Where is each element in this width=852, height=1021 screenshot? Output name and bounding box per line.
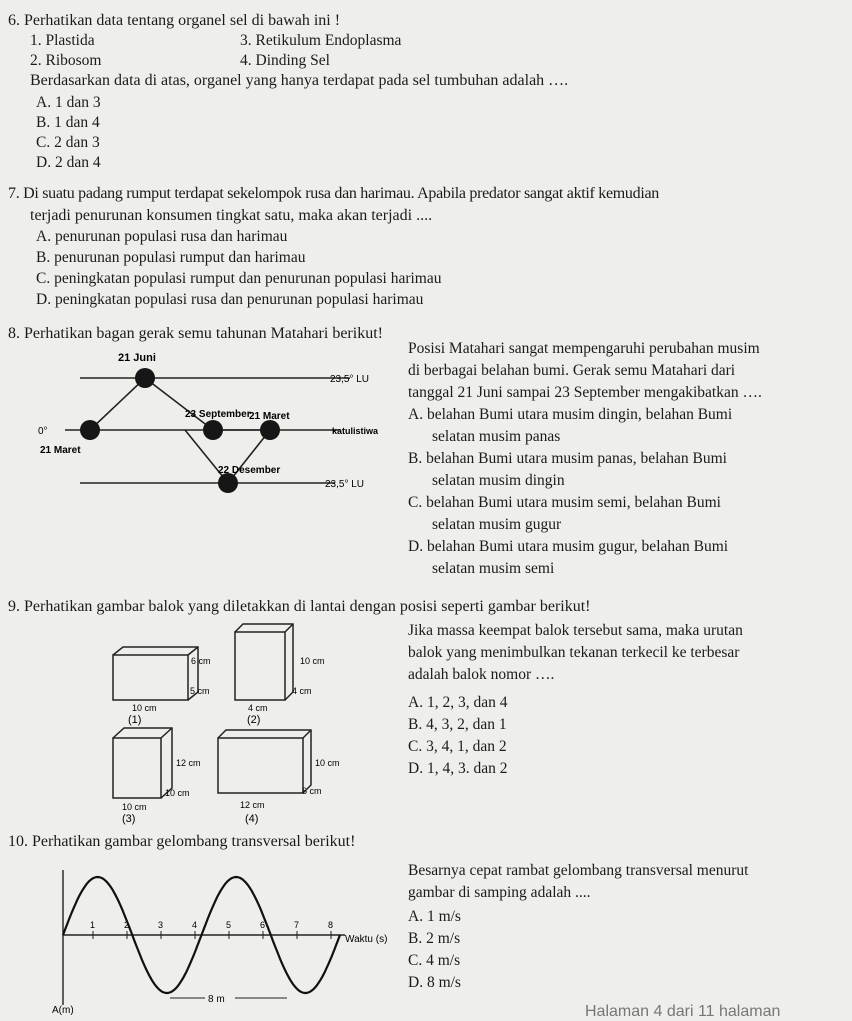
b4-depth: 6 cm <box>302 786 322 796</box>
block-3 <box>113 728 172 798</box>
b1-depth: 5 cm <box>190 686 210 696</box>
q6-option-d: D. 2 dan 4 <box>36 154 101 171</box>
wavelength-label: 8 m <box>208 994 225 1005</box>
q10-stem: 10. Perhatikan gambar gelombang transversal berikut! <box>8 833 356 850</box>
q9-stem: 9. Perhatikan gambar balok yang diletakkan di lantai dengan posisi seperti gambar berikut! <box>8 598 591 615</box>
q8-text-line1: Posisi Matahari sangat mempengaruhi perubahan musim <box>408 340 760 357</box>
b1-number: (1) <box>128 714 142 726</box>
sun-december <box>218 473 238 493</box>
q8-text-line3: tanggal 21 Juni sampai 23 September mengakibatkan …. <box>408 384 762 401</box>
time-tick-label: 3 <box>158 920 164 930</box>
blocks-figure <box>0 620 400 830</box>
time-tick-label: 2 <box>124 920 130 930</box>
q8-option-a: A. belahan Bumi utara musim dingin, belahan Bumi <box>408 406 733 423</box>
q8-stem: 8. Perhatikan bagan gerak semu tahunan Matahari berikut! <box>8 325 383 342</box>
block-2 <box>235 624 293 700</box>
q7-stem-line1: 7. Di suatu padang rumput terdapat sekelompok rusa dan harimau. Apabila predator sangat aktif kemudian <box>8 185 659 202</box>
q8-option-d: D. belahan Bumi utara musim gugur, belahan Bumi <box>408 538 729 555</box>
label-tropic-north: 23,5° LU <box>330 374 370 385</box>
sun-motion-diagram <box>0 345 400 495</box>
b2-number: (2) <box>247 714 261 726</box>
q9-option-d: D. 1, 4, 3. dan 2 <box>408 760 508 777</box>
q9-option-a: A. 1, 2, 3, dan 4 <box>408 694 508 711</box>
label-march-right: 21 Maret <box>249 411 290 422</box>
q10-option-b: B. 2 m/s <box>408 930 461 947</box>
time-tick-label: 6 <box>260 920 266 930</box>
b3-depth: 10 cm <box>165 788 190 798</box>
b1-height: 6 cm <box>191 656 211 666</box>
amplitude-axis-label: A(m) <box>52 1005 74 1016</box>
b3-width: 10 cm <box>122 802 147 812</box>
q9-text-line3: adalah balok nomor …. <box>408 666 555 683</box>
q10-option-a: A. 1 m/s <box>408 908 461 925</box>
q7-option-b: B. penurunan populasi rumput dan harimau <box>36 249 306 266</box>
b2-depth: 4 cm <box>292 686 312 696</box>
q9-text-line2: balok yang menimbulkan tekanan terkecil ke terbesar <box>408 644 740 661</box>
q8-option-d-cont: selatan musim semi <box>432 560 555 577</box>
q6-option-a: A. 1 dan 3 <box>36 94 101 111</box>
q7-option-d: D. peningkatan populasi rusa dan penurunan populasi harimau <box>36 291 424 308</box>
q6-item-4: 4. Dinding Sel <box>240 52 330 69</box>
time-tick-label: 7 <box>294 920 300 930</box>
b3-height: 12 cm <box>176 758 201 768</box>
label-june: 21 Juni <box>118 352 156 364</box>
sun-march-left <box>80 420 100 440</box>
label-zero: 0° <box>38 426 48 437</box>
q10-option-c: C. 4 m/s <box>408 952 461 969</box>
b4-number: (4) <box>245 813 259 825</box>
label-equator: katulistiwa <box>332 426 379 436</box>
q7-option-c: C. peningkatan populasi rumput dan penurunan populasi harimau <box>36 270 442 287</box>
q8-option-b-cont: selatan musim dingin <box>432 472 565 489</box>
q6-item-2: 2. Ribosom <box>30 52 102 69</box>
q8-option-b: B. belahan Bumi utara musim panas, belahan Bumi <box>408 450 727 467</box>
block-1 <box>113 647 198 700</box>
q6-option-c: C. 2 dan 3 <box>36 134 100 151</box>
label-tropic-south: 23,5° LU <box>325 479 365 490</box>
b3-number: (3) <box>122 813 136 825</box>
q7-option-a: A. penurunan populasi rusa dan harimau <box>36 228 288 245</box>
b4-height: 10 cm <box>315 758 340 768</box>
b1-width: 10 cm <box>132 703 157 713</box>
q8-option-c: C. belahan Bumi utara musim semi, belahan Bumi <box>408 494 721 511</box>
transverse-wave-figure <box>0 860 400 1017</box>
label-september: 23 September <box>185 409 251 420</box>
label-march-left: 21 Maret <box>40 445 81 456</box>
sun-september <box>203 420 223 440</box>
q9-text-line1: Jika massa keempat balok tersebut sama, maka urutan <box>408 622 743 639</box>
sun-march-right <box>260 420 280 440</box>
q9-option-c: C. 3, 4, 1, dan 2 <box>408 738 507 755</box>
q8-text-line2: di berbagai belahan bumi. Gerak semu Matahari dari <box>408 362 736 379</box>
q7-stem-line2: terjadi penurunan konsumen tingkat satu, maka akan terjadi .... <box>30 207 433 224</box>
time-axis-label: Waktu (s) <box>345 934 388 945</box>
q10-option-d: D. 8 m/s <box>408 974 461 991</box>
label-december: 22 Desember <box>218 465 281 476</box>
q10-text-line1: Besarnya cepat rambat gelombang transversal menurut <box>408 862 749 879</box>
b4-width: 12 cm <box>240 800 265 810</box>
b2-width: 4 cm <box>248 703 268 713</box>
q8-option-c-cont: selatan musim gugur <box>432 516 562 533</box>
time-tick-label: 5 <box>226 920 232 930</box>
q6-stem: 6. Perhatikan data tentang organel sel di bawah ini ! <box>8 12 341 29</box>
q6-item-1: 1. Plastida <box>30 32 95 49</box>
block-4 <box>218 730 311 793</box>
q6-option-b: B. 1 dan 4 <box>36 114 100 131</box>
page-footer: Halaman 4 dari 11 halaman <box>585 1003 781 1020</box>
time-tick-label: 4 <box>192 920 198 930</box>
q6-question: Berdasarkan data di atas, organel yang hanya terdapat pada sel tumbuhan adalah …. <box>30 72 569 89</box>
time-tick-label: 1 <box>90 920 96 930</box>
q6-item-3: 3. Retikulum Endoplasma <box>240 32 402 49</box>
q10-text-line2: gambar di samping adalah .... <box>408 884 591 901</box>
q9-option-b: B. 4, 3, 2, dan 1 <box>408 716 507 733</box>
b2-height: 10 cm <box>300 656 325 666</box>
time-tick-label: 8 <box>328 920 334 930</box>
sun-june <box>135 368 155 388</box>
q8-option-a-cont: selatan musim panas <box>432 428 561 445</box>
time-ticks <box>90 920 333 939</box>
